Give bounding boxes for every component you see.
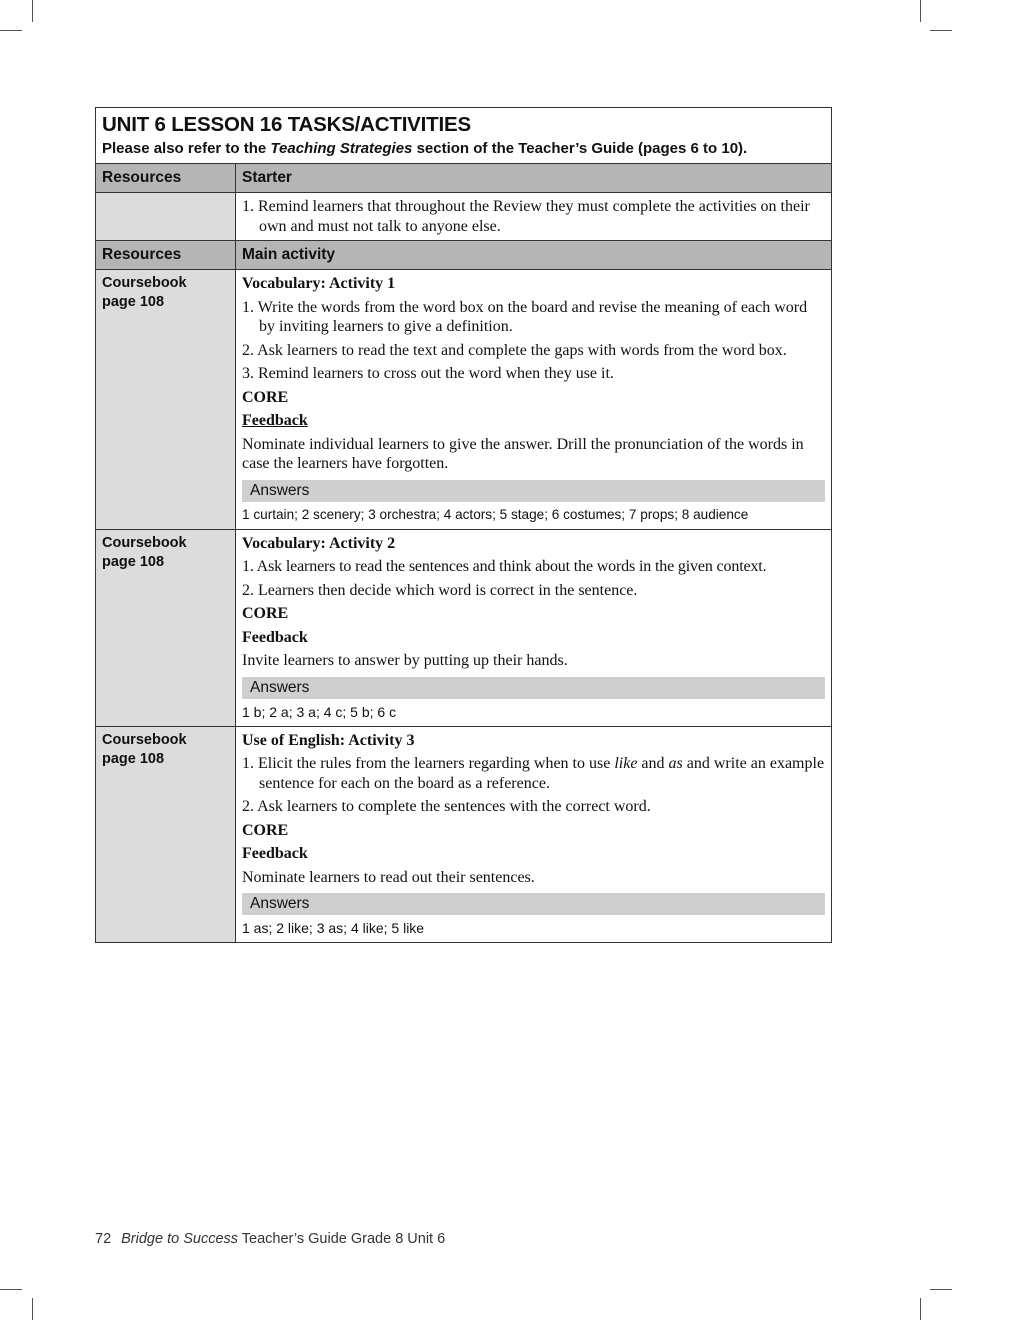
page-title: UNIT 6 LESSON 16 TASKS/ACTIVITIES — [102, 113, 471, 136]
resource-book: Coursebook — [102, 275, 187, 291]
list-item-emphasis: like — [614, 755, 638, 772]
activity-heading: Vocabulary: Activity 2 — [242, 534, 396, 552]
list-item-text: and write an example sentence for each on the board as a reference. — [259, 755, 825, 792]
list-item: 2. Ask learners to complete the sentences with the correct word. — [242, 798, 651, 815]
starter-content — [236, 193, 831, 240]
crop-mark — [0, 30, 22, 31]
page-subtitle — [102, 139, 825, 159]
list-item: 1. Ask learners to read the sentences and think about the words in the given context. — [242, 558, 767, 575]
list-item-text: and — [637, 755, 669, 772]
feedback-label: Feedback — [242, 845, 308, 862]
list-item: 3. Remind learners to cross out the word when they use it. — [242, 365, 614, 382]
resource-page: page 108 — [102, 750, 165, 767]
book-title: Bridge to Success — [121, 1231, 239, 1247]
answers-text: 1 b; 2 a; 3 a; 4 c; 5 b; 6 c — [242, 703, 397, 720]
crop-mark — [920, 1298, 921, 1320]
feedback-text: Nominate learners to read out their sentences. — [242, 868, 535, 886]
list-item-text: 1. Elicit the rules from the learners regarding when to use — [242, 755, 615, 772]
resource-book: Coursebook — [102, 731, 187, 748]
crop-mark — [930, 30, 952, 31]
starter-resource — [96, 193, 236, 240]
activity-heading: Use of English: Activity 3 — [242, 731, 415, 749]
list-item: 2. Learners then decide which word is correct in the sentence. — [242, 581, 638, 599]
answers-label: Answers — [242, 893, 825, 915]
feedback-text: Invite learners to answer by putting up their hands. — [242, 652, 568, 669]
starter-header: Starter — [236, 164, 831, 192]
crop-mark — [32, 0, 33, 22]
crop-mark — [0, 1289, 22, 1290]
activity-3-row — [96, 727, 831, 943]
activity-1-content — [236, 270, 831, 529]
main-activity-header: Main activity — [236, 241, 831, 269]
activity-1-row — [96, 270, 831, 530]
core-label: CORE — [242, 388, 289, 406]
starter-row — [96, 193, 831, 241]
core-label: CORE — [242, 821, 289, 839]
core-label: CORE — [242, 605, 289, 622]
page-number: 72 — [95, 1231, 112, 1247]
activity-2-resource — [96, 530, 236, 726]
feedback-label: Feedback — [242, 412, 308, 429]
activity-heading: Vocabulary: Activity 1 — [242, 275, 396, 292]
resource-page: page 108 — [102, 553, 165, 570]
answers-label: Answers — [242, 480, 825, 502]
starter-header-row — [96, 164, 831, 193]
activity-1-resource — [96, 270, 236, 529]
list-item-emphasis: as — [668, 755, 683, 772]
page-footer — [95, 1231, 445, 1247]
footer-text: Teacher’s Guide Grade 8 Unit 6 — [238, 1231, 446, 1247]
main-header-row — [96, 241, 831, 270]
activity-2-row — [96, 530, 831, 727]
resource-page: page 108 — [102, 294, 165, 310]
resource-book: Coursebook — [102, 534, 187, 551]
activity-3-resource — [96, 727, 236, 943]
subtitle-text: Please also refer to the — [102, 140, 271, 157]
crop-mark — [32, 1298, 33, 1320]
lesson-table — [95, 107, 832, 943]
feedback-text: Nominate individual learners to give the answer. Drill the pronunciation of the words in case the learners have forgotten. — [242, 435, 804, 472]
resources-header: Resources — [96, 241, 236, 269]
feedback-label: Feedback — [242, 628, 308, 646]
activity-3-content — [236, 727, 831, 943]
crop-mark — [920, 0, 921, 22]
answers-label: Answers — [242, 677, 825, 699]
answers-text: 1 as; 2 like; 3 as; 4 like; 5 like — [242, 920, 425, 936]
activity-2-content — [236, 530, 831, 726]
list-item — [242, 754, 825, 793]
answers-text: 1 curtain; 2 scenery; 3 orchestra; 4 actors; 5 stage; 6 costumes; 7 props; 8 audience — [242, 506, 749, 522]
subtitle-text: section of the Teacher’s Guide (pages 6 to 10). — [412, 140, 748, 157]
list-item: 2. Ask learners to read the text and complete the gaps with words from the word box. — [242, 341, 787, 359]
subtitle-emphasis: Teaching Strategies — [270, 140, 413, 157]
title-block — [96, 108, 831, 164]
crop-mark — [930, 1289, 952, 1290]
list-item: 1. Remind learners that throughout the Review they must complete the activities on their own and must not talk to anyone else. — [242, 198, 810, 235]
list-item: 1. Write the words from the word box on the board and revise the meaning of each word by inviting learners to give a definition. — [242, 298, 808, 335]
resources-header: Resources — [96, 164, 236, 192]
